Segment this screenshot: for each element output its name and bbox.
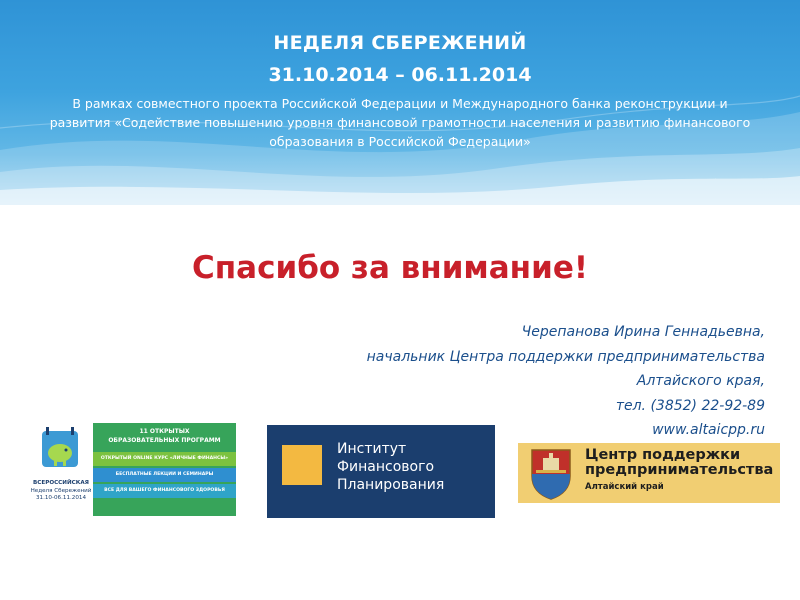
center-region: Алтайский край — [585, 482, 664, 492]
heading-line: ОБРАЗОВАТЕЛЬНЫХ ПРОГРАММ — [108, 437, 221, 444]
caption-line: 31.10-06.11.2014 — [35, 495, 87, 501]
contact-phone: тел. (3852) 22-92-89 — [615, 397, 765, 414]
yellow-square-icon — [282, 445, 322, 485]
savings-week-caption — [30, 480, 92, 503]
header-dates: 31.10.2014 – 06.11.2014 — [268, 64, 532, 86]
header-banner — [0, 0, 800, 205]
piggy-bank-icon — [30, 423, 90, 479]
header-description: В рамках совместного проекта Российской Федерации и Международного банка реконструкции и развития «Содействие повышению уровня финансовой грамотности населения и развитию финансового образования в Российской Федерации» — [49, 96, 751, 149]
heading-line: 11 ОТКРЫТЫХ — [139, 428, 190, 435]
header-title: НЕДЕЛЯ СБЕРЕЖЕНИЙ — [273, 32, 527, 54]
contact-region: Алтайского края, — [636, 373, 765, 389]
program-row: ОТКРЫТЫЙ ONLINE КУРС «ЛИЧНЫЕ ФИНАНСЫ» — [93, 452, 236, 466]
savings-week-logo — [30, 423, 236, 516]
institute-line: Институт — [337, 441, 407, 457]
program-row: БЕСПЛАТНЫЕ ЛЕКЦИИ И СЕМИНАРЫ — [93, 468, 236, 482]
caption-line: ВСЕРОССИЙСКАЯ — [33, 480, 89, 486]
institute-name — [337, 440, 444, 494]
contact-position: начальник Центра поддержки предпринимательства — [366, 348, 765, 365]
institute-line: Финансового — [337, 459, 435, 475]
savings-week-programs — [93, 423, 236, 516]
coat-of-arms-icon — [526, 446, 576, 500]
contact-website[interactable]: www.altaicpp.ru — [652, 422, 765, 438]
center-title-line1: Центр поддержки — [585, 447, 741, 463]
institute-line: Планирования — [337, 477, 445, 493]
program-row-filler — [93, 500, 236, 516]
center-title-line2: предпринимательства — [585, 462, 774, 478]
caption-line: Неделя Сбережений — [30, 487, 92, 494]
business-center-logo — [518, 443, 780, 503]
institute-logo — [267, 425, 495, 518]
thanks-heading: Спасибо за внимание! — [192, 250, 588, 286]
contact-name: Черепанова Ирина Геннадьевна, — [521, 324, 765, 340]
savings-week-emblem — [30, 423, 90, 516]
program-row: ВСЕ ДЛЯ ВАШЕГО ФИНАНСОВОГО ЗДОРОВЬЯ — [93, 484, 236, 498]
programs-heading — [93, 423, 236, 450]
